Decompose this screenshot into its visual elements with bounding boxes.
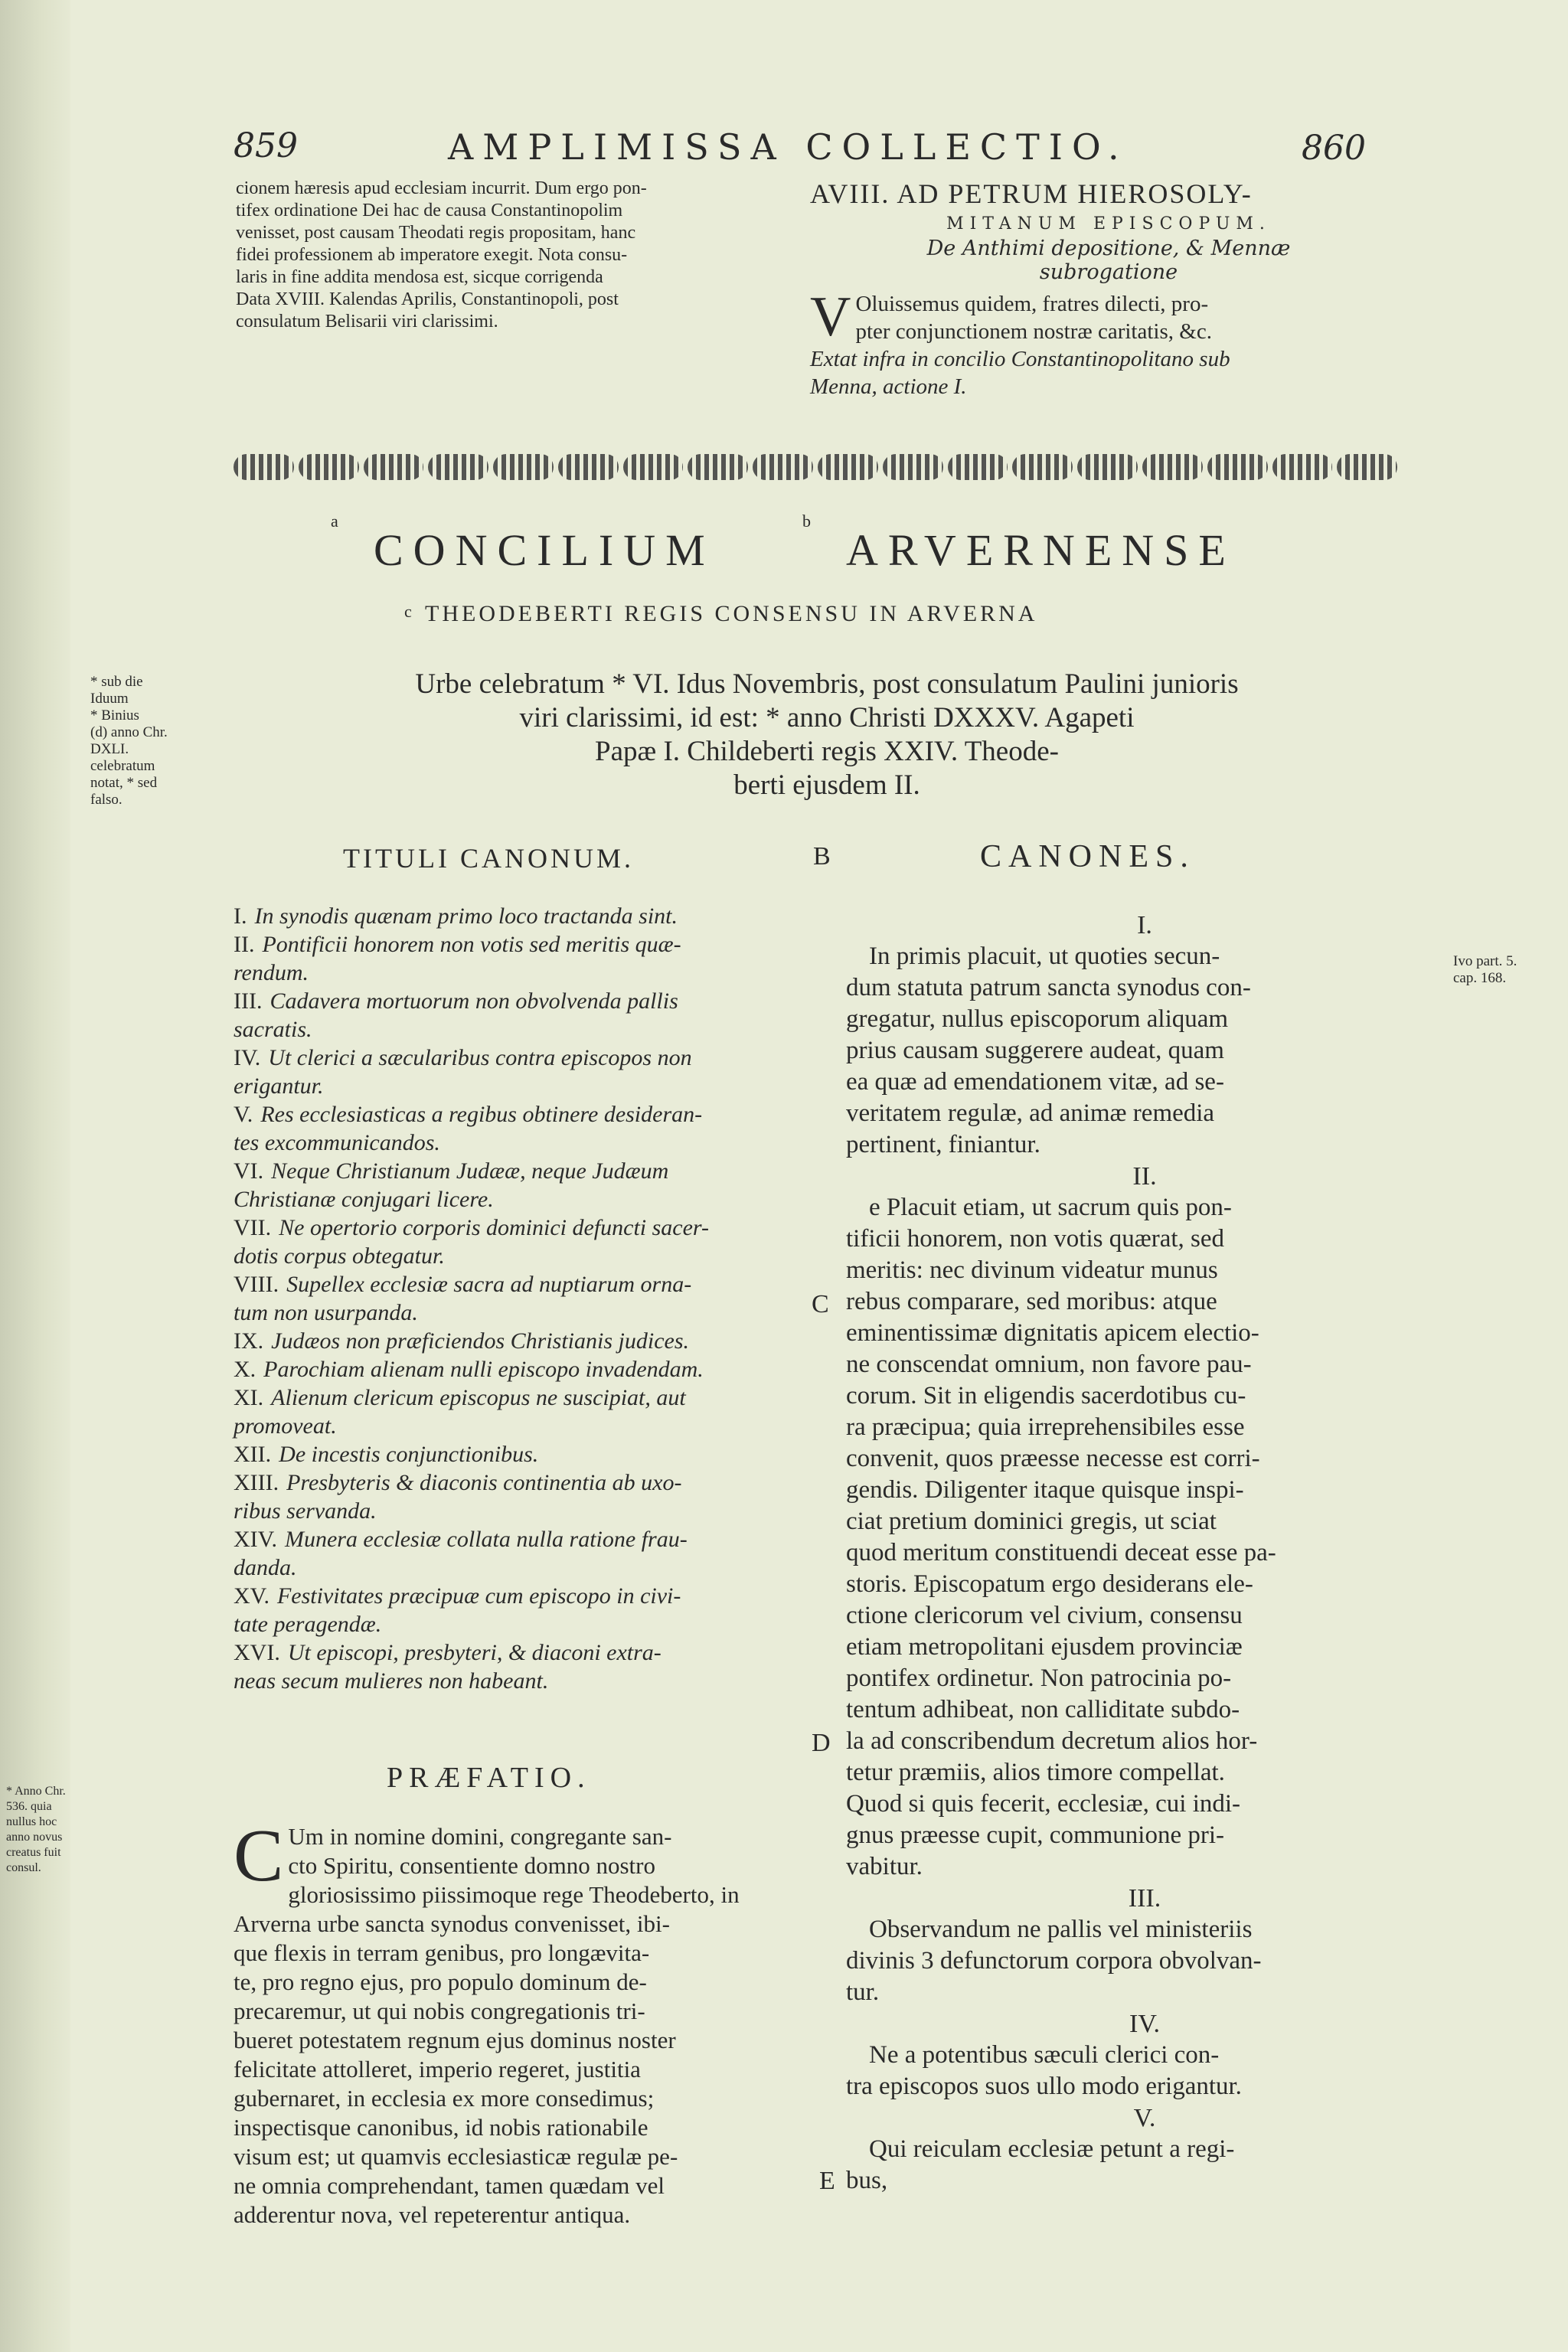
ornament-knot: [623, 454, 684, 480]
titulus-text: Parochiam alienam nulli episcopo invadendam.: [263, 1357, 704, 1382]
titulus-item: [234, 987, 815, 1044]
titulus-item: [234, 1383, 815, 1440]
titulus-line: dotis corpus obtegatur.: [234, 1243, 445, 1269]
titulus-text: Ut episcopi, presbyteri, & diaconi extra-: [287, 1640, 662, 1665]
ornament-knot: [1142, 454, 1203, 480]
titulus-text: Ut clerici a sæcularibus contra episcopos non: [268, 1045, 692, 1070]
titulus-text: Res ecclesiasticas a regibus obtinere desideran-: [260, 1102, 703, 1127]
titulus-line: Christianæ conjugari licere.: [234, 1187, 494, 1212]
canon-line: gnus præesse cupit, communione pri-: [846, 1821, 1225, 1849]
titulus-line: [234, 902, 815, 930]
titulus-number: XIII.: [234, 1470, 279, 1495]
canon-line: Qui reiculam ecclesiæ petunt a regi-: [869, 2135, 1235, 2163]
praefatio-text: [234, 1815, 812, 2230]
column-marker-c: C: [812, 1290, 829, 1318]
ornament-knot: [688, 454, 748, 480]
titulus-text: Cadavera mortuorum non obvolvenda pallis: [270, 988, 678, 1014]
praefatio-line: gloriosissimo piissimoque rege Theodeberto, in: [288, 1881, 740, 1908]
letter-line: Extat infra in concilio Constantinopolitano sub: [810, 347, 1230, 371]
titulus-text: Presbyteris & diaconis continentia ab uxo-: [286, 1470, 682, 1495]
letter-body: [810, 286, 1407, 400]
canon-line: rebus comparare, sed moribus: atque: [846, 1288, 1217, 1315]
titulus-line: [234, 1100, 815, 1129]
canon-line: e Placuit etiam, ut sacrum quis pon-: [869, 1194, 1232, 1221]
ornament-knot: [1272, 454, 1333, 480]
canon-line: tentum adhibeat, non calliditate subdo-: [846, 1696, 1240, 1723]
praefatio-line: te, pro regno ejus, pro populo dominum de-: [234, 1968, 647, 1995]
margin-note-left-2: [6, 1784, 75, 1876]
concilium-title-left: CONCILIUM: [374, 525, 715, 575]
paragraph-line: laris in fine addita mendosa est, sicque corrigenda: [236, 267, 603, 287]
titulus-number: I.: [234, 903, 247, 929]
canon-line: divinis 3 defunctorum corpora obvolvan-: [846, 1947, 1262, 1975]
dating-line: berti ejusdem II.: [733, 769, 920, 801]
canon-line: vabitur.: [846, 1853, 923, 1880]
canon-line: convenit, quos præesse necesse est corri-: [846, 1445, 1260, 1472]
letter-block: [810, 178, 1407, 400]
titulus-item: [234, 930, 815, 987]
margin-note-right: [1453, 953, 1553, 987]
top-left-paragraph: [236, 178, 806, 333]
titulus-line: [234, 987, 815, 1015]
canon-line: bus,: [846, 2167, 888, 2194]
titulus-item: [234, 1270, 815, 1327]
letter-title: AVIII. AD PETRUM HIEROSOLY-: [810, 178, 1253, 209]
titulus-line: neas secum mulieres non habeant.: [234, 1668, 549, 1694]
titulus-text: De incestis conjunctionibus.: [279, 1442, 539, 1467]
titulus-number: VIII.: [234, 1272, 279, 1297]
letter-line: Menna, actione I.: [810, 374, 967, 399]
titulus-line: erigantur.: [234, 1073, 324, 1099]
titulus-line: promoveat.: [234, 1413, 337, 1439]
margin-note-line: creatus fuit: [6, 1846, 61, 1859]
margin-note-line: consul.: [6, 1861, 41, 1874]
paragraph-line: tifex ordinatione Dei hac de causa Constantinopolim: [236, 201, 623, 220]
titulus-text: Munera ecclesiæ collata nulla ratione frau-: [284, 1527, 688, 1552]
margin-note-line: Iduum: [90, 691, 129, 707]
titulus-item: [234, 1582, 815, 1638]
praefatio-line: inspectisque canonibus, id nobis rationabile: [234, 2114, 648, 2141]
ornament-knot: [818, 454, 878, 480]
praefatio-heading: PRÆFATIO.: [387, 1762, 591, 1794]
titulus-line: [234, 1638, 815, 1667]
letter-line: Oluissemus quidem, fratres dilecti, pro-: [855, 292, 1209, 316]
canon-line: gendis. Diligenter itaque quisque inspi-: [846, 1476, 1244, 1504]
titulus-line: rendum.: [234, 960, 309, 985]
ornament-knot: [493, 454, 554, 480]
ornament-knot: [1207, 454, 1268, 480]
paragraph-line: cionem hæresis apud ecclesiam incurrit. Dum ergo pon-: [236, 178, 647, 198]
titulus-line: [234, 1468, 815, 1497]
margin-note-line: notat, * sed: [90, 775, 158, 791]
titulus-number: X.: [234, 1357, 256, 1382]
titulus-line: tate peragendæ.: [234, 1612, 382, 1637]
canon-section: [846, 2008, 1443, 2102]
canon-line: storis. Episcopatum ergo desiderans ele-: [846, 1570, 1253, 1598]
canon-line: quod meritum constituendi deceat esse pa-: [846, 1539, 1276, 1566]
canon-section: [846, 2102, 1443, 2197]
margin-note-line: DXLI.: [90, 741, 129, 757]
titulus-item: [234, 1525, 815, 1582]
titulus-item: [234, 1468, 815, 1525]
margin-note-left: [90, 674, 228, 808]
titulus-line: [234, 1270, 815, 1298]
margin-note-line: Ivo part. 5.: [1453, 953, 1517, 969]
titulus-item: [234, 1157, 815, 1214]
titulus-number: XV.: [234, 1583, 270, 1609]
titulus-line: tum non usurpanda.: [234, 1300, 418, 1325]
praefatio-line: Arverna urbe sancta synodus convenisset, ibi-: [234, 1910, 670, 1937]
praefatio-line: ne omnia comprehendant, tamen quædam vel: [234, 2172, 665, 2199]
book-gutter: [0, 0, 70, 2352]
canon-line: ea quæ ad emendationem vitæ, ad se-: [846, 1068, 1224, 1096]
page-number-right: 860: [1302, 129, 1366, 168]
ornament-knot: [558, 454, 619, 480]
margin-note-line: 536. quia: [6, 1800, 52, 1813]
ornamental-border: [234, 448, 1397, 486]
titulus-line: [234, 1044, 815, 1072]
page-number-left: 859: [234, 126, 298, 165]
dating-line: Urbe celebratum * VI. Idus Novembris, post consulatum Paulini junioris: [415, 668, 1239, 700]
titulus-text: In synodis quænam primo loco tractanda sint.: [254, 903, 678, 929]
ornament-knot: [234, 454, 294, 480]
titulus-number: III.: [234, 988, 263, 1014]
letter-title-2: MITANUM EPISCOPUM.: [946, 214, 1271, 234]
dating-line: Papæ I. Childeberti regis XXIV. Theode-: [595, 736, 1059, 767]
margin-note-line: * Binius: [90, 707, 139, 724]
letter-subtitle-1: De Anthimi depositione, & Mennæ: [926, 237, 1291, 260]
canon-number: V.: [1133, 2104, 1156, 2132]
footnote-mark-c: c: [404, 602, 412, 621]
ornament-knot: [948, 454, 1008, 480]
canon-section: [846, 1161, 1443, 1883]
titulus-line: [234, 1525, 815, 1553]
footnote-mark-a: a: [331, 511, 338, 531]
titulus-line: danda.: [234, 1555, 297, 1580]
running-title: AMPLIMISSA COLLECTIO.: [448, 126, 1129, 168]
titulus-number: IX.: [234, 1328, 264, 1354]
paragraph-line: venisset, post causam Theodati regis propositam, hanc: [236, 223, 636, 243]
column-marker-e: E: [819, 2167, 835, 2195]
margin-note-line: nullus hoc: [6, 1815, 57, 1828]
canon-line: dum statuta patrum sancta synodus con-: [846, 974, 1251, 1001]
titulus-text: Alienum clericum episcopus ne suscipiat, aut: [271, 1385, 686, 1410]
titulus-line: [234, 1327, 815, 1355]
titulus-item: [234, 1440, 815, 1468]
margin-note-line: cap. 168.: [1453, 970, 1507, 986]
canon-line: Ne a potentibus sæculi clerici con-: [869, 2041, 1220, 2069]
titulus-number: II.: [234, 932, 255, 957]
titulus-item: [234, 1214, 815, 1270]
praefatio-line: adderentur nova, vel repeterentur antiqua.: [234, 2201, 631, 2228]
canon-line: In primis placuit, ut quoties secun-: [869, 942, 1220, 970]
praefatio-line: cto Spiritu, consentiente domno nostro: [288, 1852, 655, 1879]
titulus-text: Neque Christianum Judææ, neque Judæum: [271, 1158, 669, 1184]
praefatio-line: Um in nomine domini, congregante san-: [288, 1823, 672, 1850]
praefatio-line: gubernaret, in ecclesia ex more consedimus;: [234, 2085, 655, 2112]
titulus-text: Ne opertorio corporis dominici defuncti sacer-: [279, 1215, 709, 1240]
ornament-knot: [753, 454, 813, 480]
praefatio-line: que flexis in terram genibus, pro longævita-: [234, 1939, 650, 1966]
canones-column: [846, 910, 1443, 2197]
canon-line: ciat pretium dominici gregis, ut sciat: [846, 1508, 1217, 1535]
titulus-text: Judæos non præficiendos Christianis judices.: [271, 1328, 690, 1354]
paragraph-line: Data XVIII. Kalendas Aprilis, Constantinopoli, post: [236, 289, 619, 309]
concilium-title-right: ARVERNENSE: [846, 525, 1236, 575]
margin-note-line: falso.: [90, 792, 122, 808]
paragraph-line: fidei professionem ab imperatore exegit. Nota consu-: [236, 245, 628, 265]
canon-line: gregatur, nullus episcoporum aliquam: [846, 1005, 1229, 1033]
letter-subtitle-2: subrogatione: [1039, 260, 1178, 284]
titulus-number: XIV.: [234, 1527, 277, 1552]
ornament-knot: [428, 454, 488, 480]
titulus-line: [234, 1383, 815, 1412]
concilium-subtitle: THEODEBERTI REGIS CONSENSU IN ARVERNA: [425, 601, 1038, 626]
praefatio-line: visum est; ut quamvis ecclesiasticæ regulæ pe-: [234, 2143, 678, 2170]
titulus-number: IV.: [234, 1045, 261, 1070]
titulus-item: [234, 902, 815, 930]
tituli-heading: TITULI CANONUM.: [343, 843, 634, 874]
letter-dropcap: V: [810, 286, 851, 348]
margin-note-line: (d) anno Chr.: [90, 724, 168, 740]
titulus-item: [234, 1355, 815, 1383]
canon-line: tetur præmiis, alios timore compellat.: [846, 1759, 1225, 1786]
canon-line: pertinent, finiantur.: [846, 1131, 1040, 1158]
titulus-text: Pontificii honorem non votis sed meritis quæ-: [262, 932, 681, 957]
canon-number: I.: [1137, 911, 1152, 939]
ornament-knot: [1337, 454, 1397, 480]
canon-line: eminentissimæ dignitatis apicem electio-: [846, 1319, 1259, 1347]
canon-line: meritis: nec divinum videatur munus: [846, 1256, 1218, 1284]
canon-line: ctione clericorum vel civium, consensu: [846, 1602, 1243, 1629]
canon-number: III.: [1128, 1884, 1161, 1913]
canones-heading: CANONES.: [980, 839, 1195, 874]
canon-line: ne conscendat omnium, non favore pau-: [846, 1351, 1252, 1378]
canon-line: tra episcopos suos ullo modo erigantur.: [846, 2073, 1242, 2100]
titulus-text: Supellex ecclesiæ sacra ad nuptiarum orna-: [286, 1272, 692, 1297]
canon-section: [846, 1883, 1443, 2008]
margin-note-line: * Anno Chr.: [6, 1785, 66, 1798]
dating-block: [276, 668, 1378, 802]
tituli-list: [234, 902, 815, 1695]
titulus-item: [234, 1638, 815, 1695]
titulus-line: tes excommunicandos.: [234, 1130, 440, 1155]
titulus-line: [234, 930, 815, 959]
titulus-line: [234, 1214, 815, 1242]
canon-line: la ad conscribendum decretum alios hor-: [846, 1727, 1258, 1755]
titulus-number: XII.: [234, 1442, 272, 1467]
canon-line: Quod si quis fecerit, ecclesiæ, cui indi-: [846, 1790, 1241, 1818]
canon-line: tur.: [846, 1978, 880, 2006]
margin-note-line: anno novus: [6, 1831, 63, 1844]
column-marker-d: D: [812, 1729, 831, 1757]
canon-line: veritatem regulæ, ad animæ remedia: [846, 1099, 1215, 1127]
titulus-line: [234, 1157, 815, 1185]
titulus-line: [234, 1440, 815, 1468]
margin-note-line: celebratum: [90, 758, 155, 774]
paragraph-line: consulatum Belisarii viri clarissimi.: [236, 312, 498, 332]
letter-line: pter conjunctionem nostræ caritatis, &c.: [855, 319, 1212, 344]
titulus-number: XVI.: [234, 1640, 280, 1665]
column-marker-b: B: [813, 842, 831, 871]
titulus-number: VII.: [234, 1215, 272, 1240]
praefatio-line: felicitate attolleret, imperio regeret, justitia: [234, 2056, 641, 2082]
praefatio-line: bueret potestatem regnum ejus dominus noster: [234, 2027, 676, 2053]
titulus-number: VI.: [234, 1158, 264, 1184]
margin-note-line: * sub die: [90, 674, 143, 690]
canon-line: etiam metropolitani ejusdem provinciæ: [846, 1633, 1243, 1661]
canon-number: II.: [1132, 1162, 1157, 1191]
ornament-knot: [1077, 454, 1138, 480]
praefatio-dropcap: C: [234, 1815, 284, 1897]
footnote-mark-b: b: [802, 511, 811, 531]
canon-line: Observandum ne pallis vel ministeriis: [869, 1916, 1253, 1943]
titulus-line: [234, 1582, 815, 1610]
canon-line: ra præcipua; quia irreprehensibiles esse: [846, 1413, 1245, 1441]
titulus-line: [234, 1355, 815, 1383]
titulus-line: sacratis.: [234, 1017, 312, 1042]
canon-line: prius causam suggerere audeat, quam: [846, 1037, 1224, 1064]
canon-line: corum. Sit in eligendis sacerdotibus cu-: [846, 1382, 1246, 1410]
canon-line: tificii honorem, non votis quærat, sed: [846, 1225, 1225, 1253]
titulus-number: XI.: [234, 1385, 264, 1410]
dating-line: viri clarissimi, id est: * anno Christi DXXXV. Agapeti: [519, 702, 1135, 733]
titulus-text: Festivitates præcipuæ cum episcopo in civi-: [276, 1583, 681, 1609]
titulus-item: [234, 1044, 815, 1100]
ornament-knot: [364, 454, 424, 480]
titulus-line: ribus servanda.: [234, 1498, 377, 1524]
ornament-knot: [883, 454, 943, 480]
titulus-item: [234, 1100, 815, 1157]
canon-line: pontifex ordinetur. Non patrocinia po-: [846, 1664, 1232, 1692]
ornament-knot: [1012, 454, 1073, 480]
ornament-knot: [299, 454, 359, 480]
praefatio-line: precaremur, ut qui nobis congregationis tri-: [234, 1998, 645, 2024]
canon-section: [846, 910, 1443, 1161]
canon-number: IV.: [1129, 2010, 1160, 2038]
titulus-number: V.: [234, 1102, 253, 1127]
titulus-item: [234, 1327, 815, 1355]
